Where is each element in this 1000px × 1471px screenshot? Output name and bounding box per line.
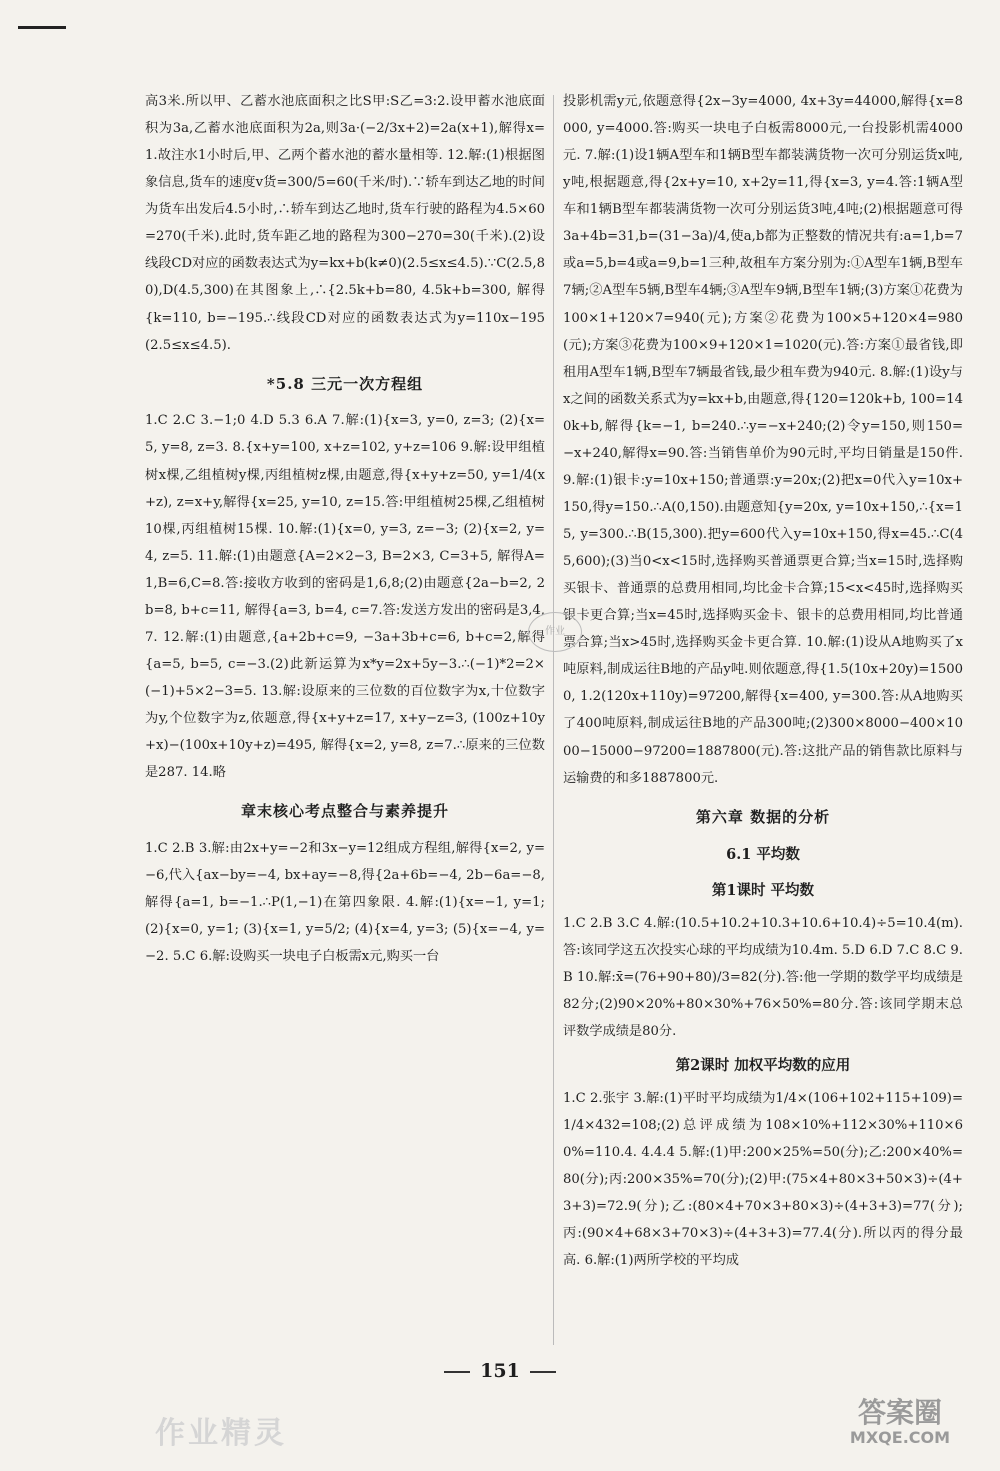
- right-paragraph-1: 投影机需y元,依题意得{2x−3y=4000, 4x+3y=44000,解得{x=8000, y=4000.答:购买一块电子白板需8000元,一台投影机需4000元. 7.解:(1)设1辆A型车和1辆B型车都装满货物一次可分别运货x吨,y吨,根据题意,得{2x+y=10, x+2y=11,得{x=3, y=4.答:1辆A型车和1辆B型车都装满货物一次可分别运货3吨,4吨;(2)根据题意可得3a+4b=31,b=(31−3a)/4,使a,b都为正整数的情况共有:a=1,b=7或a=5,b=4或a=9,b=1三种,故租车方案分别为:①A型车1辆,B型车7辆;②A型车5辆,B型车4辆;③A型车9辆,B型车1辆;(3)方案①花费为100×1+120×7=940(元);方案②花费为100×5+120×4=980(元);方案③花费为100×9+120×1=1020(元).答:方案①最省钱,即租用A型车1辆,B型车7辆最省钱,最少租车费为940元. 8.解:(1)设y与x之间的函数关系式为y=kx+b,由题意,得{120=120k+b, 100=140k+b,解得{k=−1, b=240.∴y=−x+240;(2)令y=150,则150=−x+240,解得x=90.答:当销售单价为90元时,平均日销量是150件. 9.解:(1)银卡:y=10x+150;普通票:y=20x;(2)把x=0代入y=10x+150,得y=150.∴A(0,150).由题意知{y=20x, y=10x+150,∴{x=15, y=300.∴B(15,300).把y=600代入y=10x+150,得x=45.∴C(45,600);(3)当0<x<15时,选择购买普通票更合算;当x=15时,选择购买银卡、普通票的总费用相同,均比金卡合算;15<x<45时,选择购买银卡更合算;当x=45时,选择购买金卡、银卡的总费用相同,均比普通票合算;当x>45时,选择购买金卡更合算. 10.解:(1)设从A地购买了x吨原料,制成运往B地的产品y吨.则依题意,得{1.5(10x+20y)=15000, 1.2(120x+110y)=97200,解得{x=400, y=300.答:从A地购买了400吨原料,制成运往B地的产品300吨;(2)300×8000−400×1000−15000−97200=1887800(元).答:这批产品的销售款比原料与运输费的和多1887800元.: [563, 94, 963, 786]
- page-number-dash-left: [444, 1371, 470, 1373]
- left-paragraph-1: 高3米.所以甲、乙蓄水池底面积之比S甲:S乙=3:2.设甲蓄水池底面积为3a,乙蓄水池底面积为2a,则3a·(−2/3x+2)=2a(x+1),解得x=1.故注水1小时后,甲、乙两个蓄水池的蓄水量相等. 12.解:(1)根据图象信息,货车的速度v货=300/5=60(千米/时).∵轿车到达乙地的时间为货车出发后4.5小时,∴轿车到达乙地时,货车行驶的路程为4.5×60=270(千米).此时,货车距乙地的路程为300−270=30(千米).(2)设线段CD对应的函数表达式为y=kx+b(k≠0)(2.5≤x≤4.5).∵C(2.5,80),D(4.5,300)在其图象上,∴{2.5k+b=80, 4.5k+b=300, 解得{k=110, b=−195.∴线段CD对应的函数表达式为y=110x−195(2.5≤x≤4.5).: [145, 94, 546, 353]
- watermark-right: [815, 1398, 985, 1446]
- chapter-review-title: 章末核心考点整合与素养提升: [240, 802, 449, 821]
- lesson-2-title: 第2课时 加权平均数的应用: [675, 1057, 851, 1075]
- column-divider: [553, 95, 554, 1345]
- left-paragraph-3: 1.C 2.B 3.解:由2x+y=−2和3x−y=12组成方程组,解得{x=2, y=−6,代入{ax−by=−4, bx+ay=−8,得{2a+6b=−4, 2b−6a=−8,解得{a=1, b=−1.∴P(1,−1)在第四象限. 4.解:(1){x=−1, y=1; (2){x=0, y=1; (3){x=1, y=5/2; (4){x=4, y=3; (5){x=−4, y=−2. 5.C 6.解:设购买一块电子白板需x元,购买一台: [145, 841, 545, 965]
- page-number: [0, 1360, 1000, 1382]
- watermark-left: 作业精灵: [155, 1416, 287, 1451]
- right-column: [563, 88, 963, 1274]
- right-paragraph-2: 1.C 2.B 3.C 4.解:(10.5+10.2+10.3+10.6+10.4)÷5=10.4(m).答:该同学这五次投实心球的平均成绩为10.4m. 5.D 6.D 7.C 8.C 9.B 10.解:x̄=(76+90+80)/3=82(分).答:他一学期的数学平均成绩是82分;(2)90×20%+80×30%+76×50%=80分.答:该同学期末总评数学成绩是80分.: [563, 915, 963, 1040]
- page-number-dash-right: [530, 1371, 556, 1373]
- section-6-1-title: 6.1 平均数: [726, 846, 800, 864]
- right-paragraph-3: 1.C 2.张宇 3.解:(1)平时平均成绩为1/4×(106+102+115+109)=1/4×432=108;(2)总评成绩为108×10%+112×30%+110×60%=110.4. 4.4.4 5.解:(1)甲:200×25%=50(分);乙:200×40%=80(分);丙:200×35%=70(分);(2)甲:(75×4+80×3+50×3)÷(4+3+3)=72.9(分);乙:(80×4+70×3+80×3)÷(4+3+3)=77(分);丙:(90×4+68×3+70×3)÷(4+3+3)=77.4(分).所以丙的得分最高. 6.解:(1)两所学校的平均成: [563, 1090, 963, 1269]
- chapter-6-title: 第六章 数据的分析: [695, 807, 831, 826]
- left-column: [145, 88, 545, 970]
- watermark-right-text: 答案圈: [857, 1396, 942, 1429]
- section-5-8-title: *5.8 三元一次方程组: [266, 374, 424, 393]
- lesson-1-title: 第1课时 平均数: [711, 882, 815, 900]
- page-number-text: 151: [480, 1360, 520, 1382]
- left-paragraph-2: 1.C 2.C 3.−1;0 4.D 5.3 6.A 7.解:(1){x=3, y=0, z=3; (2){x=5, y=8, z=3. 8.{x+y=100, x+z=102, y+z=106 9.解:设甲组植树x棵,乙组植树y棵,丙组植树z棵,由题意,得{x+y+z=50, y=1/4(x+z), z=x+y,解得{x=25, y=10, z=15.答:甲组植树25棵,乙组植树10棵,丙组植树15棵. 10.解:(1){x=0, y=3, z=−3; (2){x=2, y=4, z=5. 11.解:(1)由题意{A=2×2−3, B=2×3, C=3+5, 解得A=1,B=6,C=8.答:接收方收到的密码是1,6,8;(2)由题意{2a−b=2, 2b=8, b+c=11, 解得{a=3, b=4, c=7.答:发送方发出的密码是3,4,7. 12.解:(1)由题意,{a+2b+c=9, −3a+3b+c=6, b+c=2,解得{a=5, b=5, c=−3.(2)此新运算为x*y=2x+5y−3.∴(−1)*2=2×(−1)+5×2−3=5. 13.解:设原来的三位数的百位数字为x,十位数字为y,个位数字为z,依题意,得{x+y+z=17, x+y−z=3, (100z+10y+x)−(100x+10y+z)=495, 解得{x=2, y=8, z=7.∴原来的三位数是287. 14.略: [145, 413, 545, 781]
- corner-rule: [18, 26, 66, 29]
- stamp-watermark: 作业: [528, 612, 582, 652]
- watermark-right-sub: MXQE.COM: [849, 1427, 951, 1447]
